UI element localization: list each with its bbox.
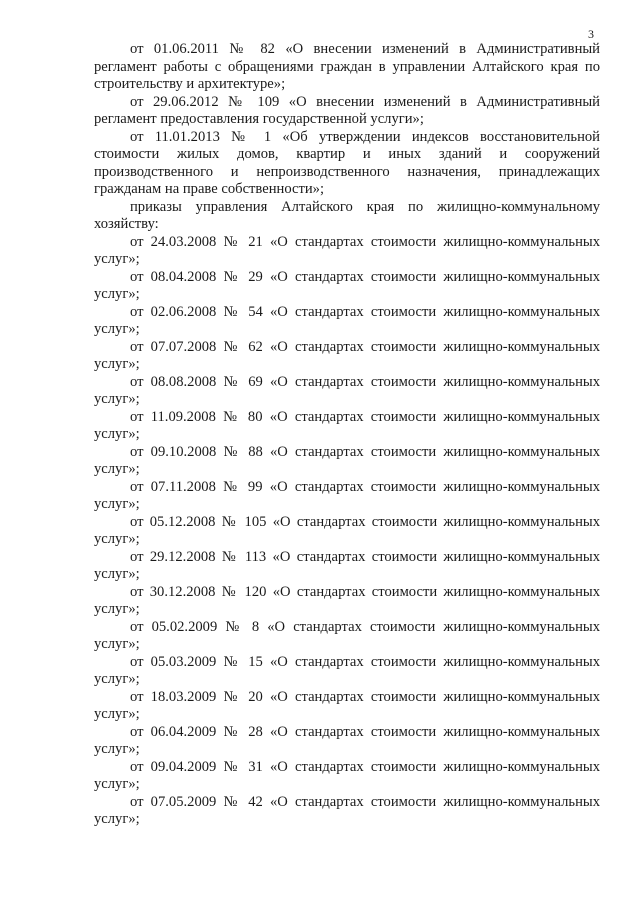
paragraph: от 02.06.2008 № 54 «О стандартах стоимости жилищно-коммунальных услуг»; [94,303,600,337]
paragraph: от 01.06.2011 № 82 «О внесении изменений в Административный регламент работы с обращениями граждан в управлении Алтайского края по строительству и архитектуре»; [94,41,600,92]
paragraph: от 07.05.2009 № 42 «О стандартах стоимости жилищно-коммунальных услуг»; [94,793,600,827]
paragraph: от 05.12.2008 № 105 «О стандартах стоимости жилищно-коммунальных услуг»; [94,513,600,547]
paragraph: от 05.03.2009 № 15 «О стандартах стоимости жилищно-коммунальных услуг»; [94,653,600,687]
paragraph: от 11.01.2013 № 1 «Об утверждении индексов восстановительной стоимости жилых домов, квартир и иных зданий и сооружений производственного и непроизводственного назначения, принадлежащих гражданам на праве собственности»; [94,128,600,197]
paragraph: от 07.11.2008 № 99 «О стандартах стоимости жилищно-коммунальных услуг»; [94,478,600,512]
paragraph: от 29.06.2012 № 109 «О внесении изменений в Административный регламент предоставления государственной услуги»; [94,93,600,127]
paragraph: от 18.03.2009 № 20 «О стандартах стоимости жилищно-коммунальных услуг»; [94,688,600,722]
document-body [94,41,600,829]
paragraph: от 08.08.2008 № 69 «О стандартах стоимости жилищно-коммунальных услуг»; [94,373,600,407]
paragraph: от 29.12.2008 № 113 «О стандартах стоимости жилищно-коммунальных услуг»; [94,548,600,582]
paragraph: от 08.04.2008 № 29 «О стандартах стоимости жилищно-коммунальных услуг»; [94,268,600,302]
page-number: 3 [588,27,594,41]
paragraph: от 06.04.2009 № 28 «О стандартах стоимости жилищно-коммунальных услуг»; [94,723,600,757]
paragraph: от 30.12.2008 № 120 «О стандартах стоимости жилищно-коммунальных услуг»; [94,583,600,617]
paragraph: от 07.07.2008 № 62 «О стандартах стоимости жилищно-коммунальных услуг»; [94,338,600,372]
paragraph: от 24.03.2008 № 21 «О стандартах стоимости жилищно-коммунальных услуг»; [94,233,600,267]
paragraph: приказы управления Алтайского края по жилищно-коммунальному хозяйству: [94,198,600,232]
paragraph: от 09.10.2008 № 88 «О стандартах стоимости жилищно-коммунальных услуг»; [94,443,600,477]
paragraph: от 05.02.2009 № 8 «О стандартах стоимости жилищно-коммунальных услуг»; [94,618,600,652]
paragraph: от 11.09.2008 № 80 «О стандартах стоимости жилищно-коммунальных услуг»; [94,408,600,442]
paragraph: от 09.04.2009 № 31 «О стандартах стоимости жилищно-коммунальных услуг»; [94,758,600,792]
